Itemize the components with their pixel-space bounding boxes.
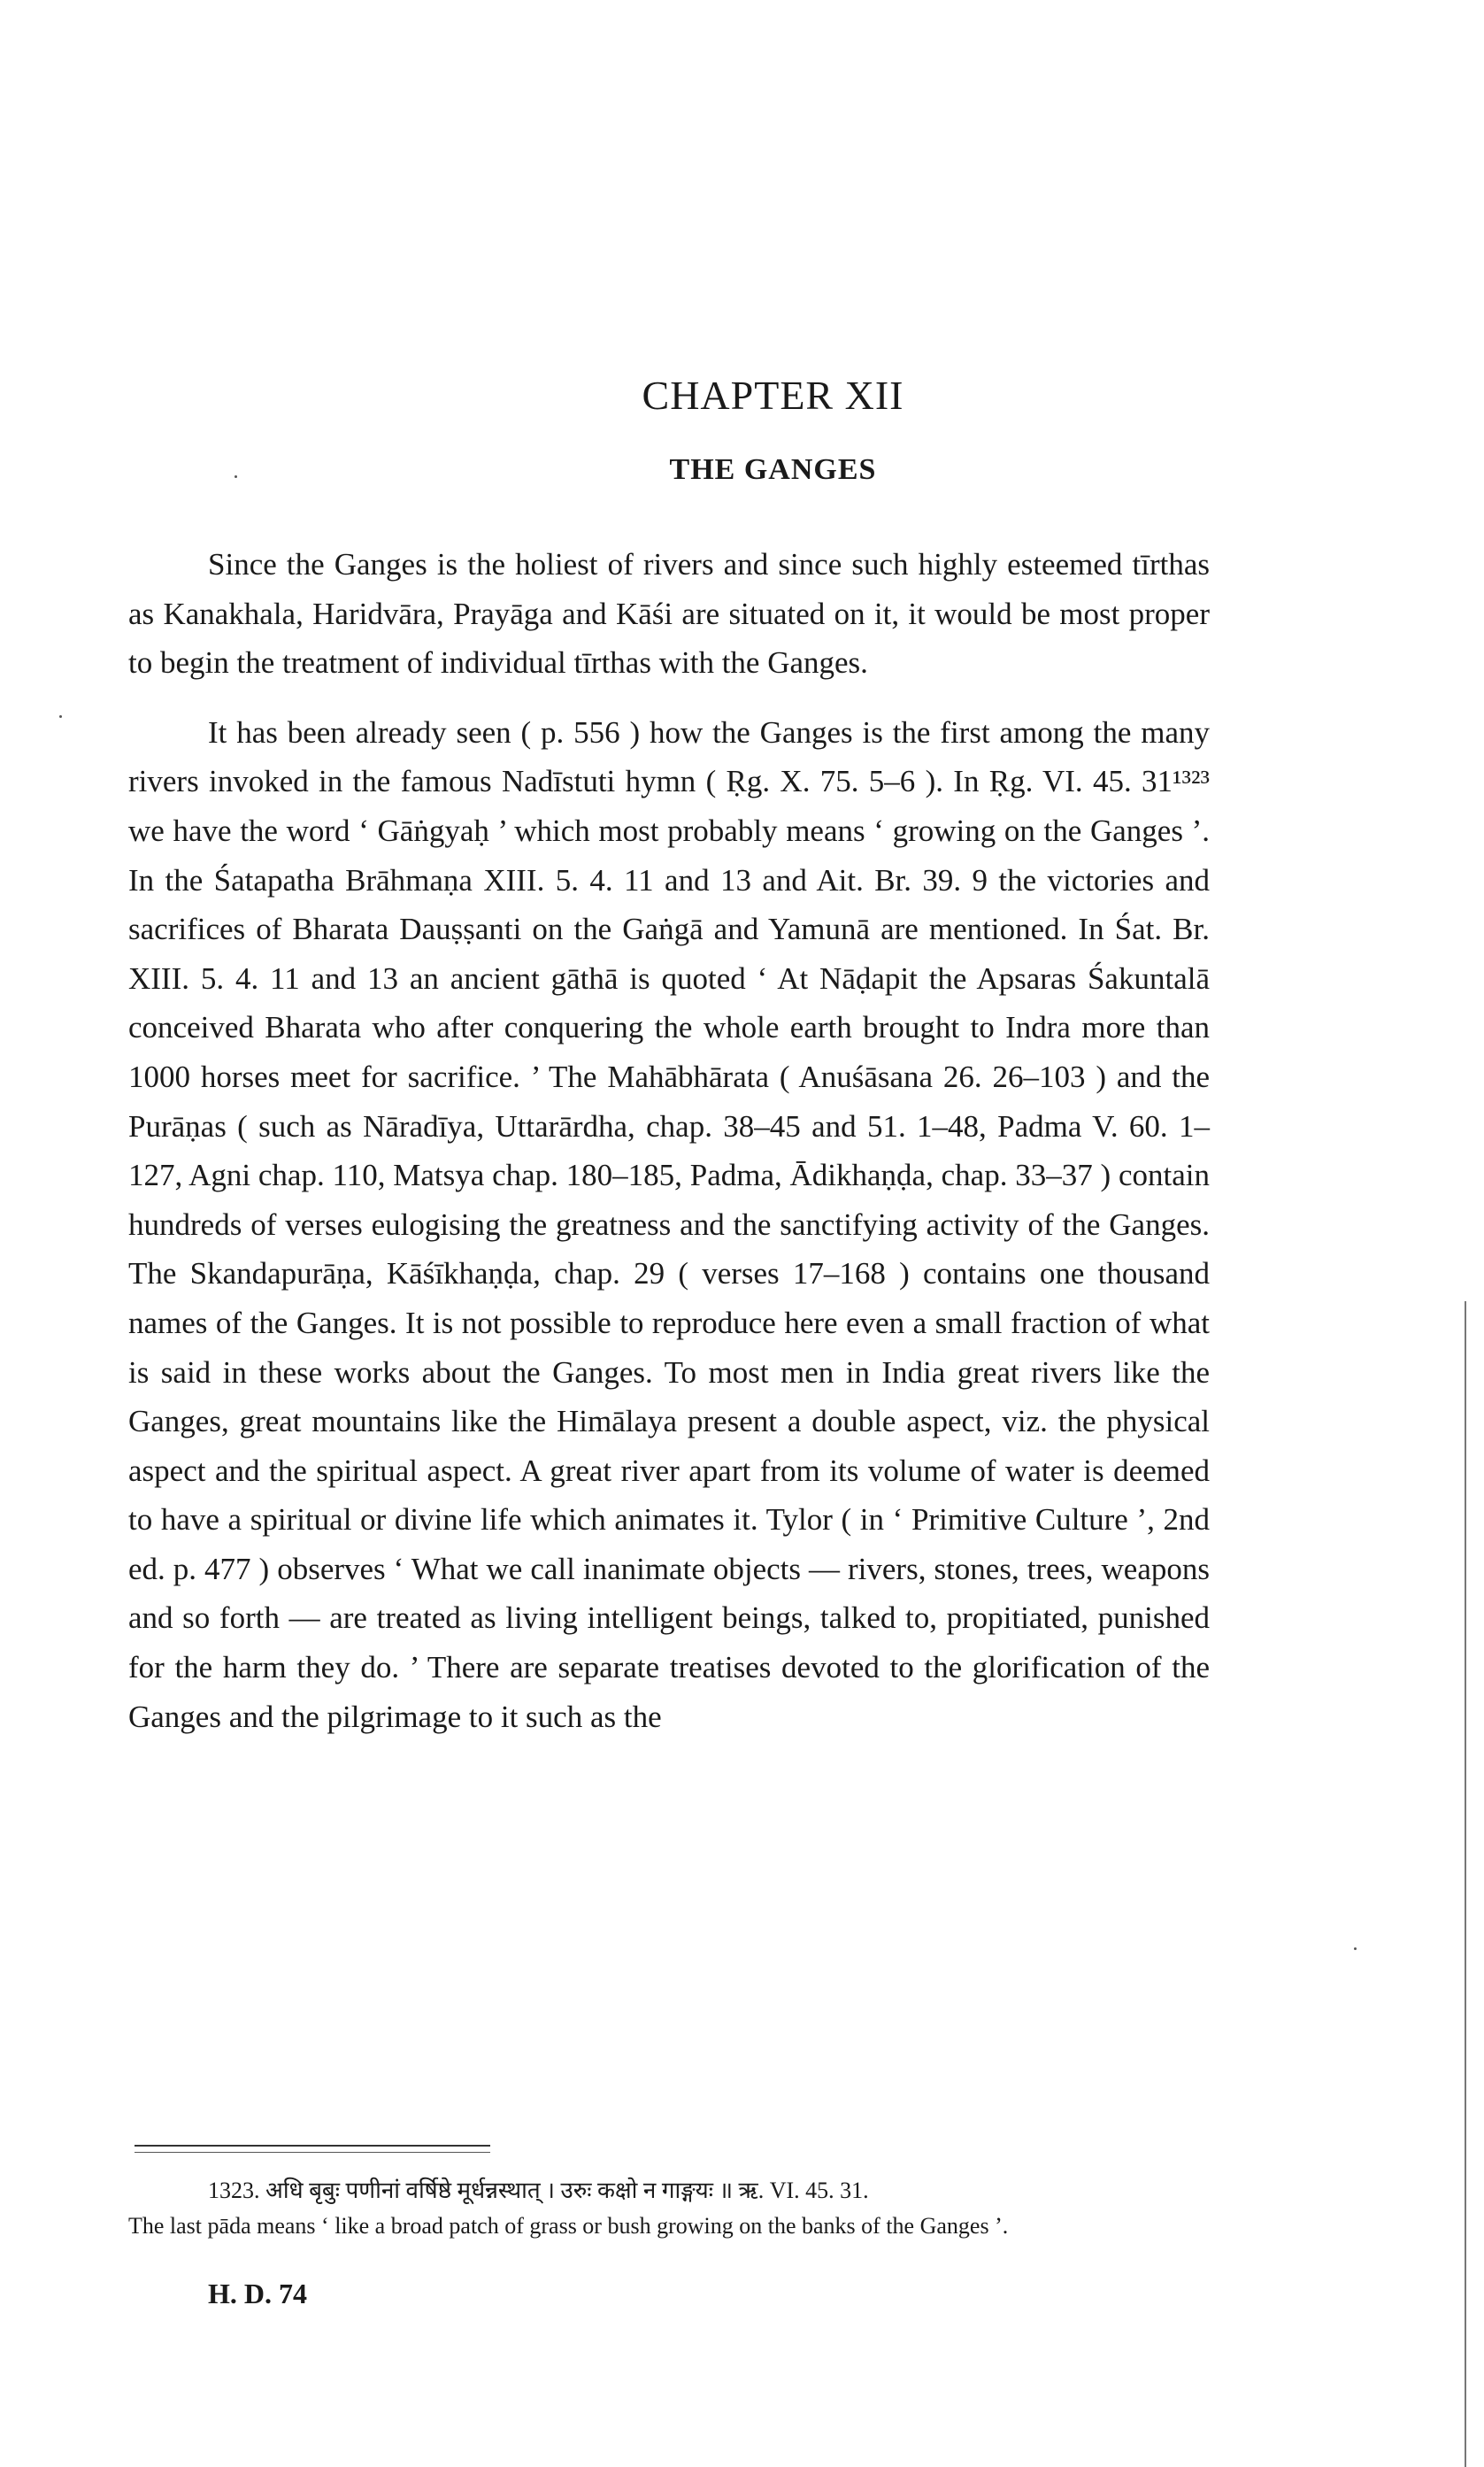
scan-speck (1354, 1947, 1357, 1950)
footnote-explanation: The last pāda means ‘ like a broad patch of grass or bush growing on the banks of the Ganges ’. (128, 2213, 1009, 2239)
chapter-title: THE GANGES (669, 453, 877, 486)
footnote-verse: 1323. अधि बृबुः पणीनां वर्षिष्ठे मूर्धन्नस्थात् । उरुः कक्षो न गाङ्गयः ॥ ऋ. VI. 45. 31. (208, 2178, 869, 2203)
scan-edge-line (1465, 1301, 1466, 2467)
page-signature: H. D. 74 (208, 2278, 307, 2309)
paragraph-2: It has been already seen ( p. 556 ) how the Ganges is the first among the many rivers invoked in the famous Nadīstuti hymn ( Ṛg. X. 75. 5–6 ). In Ṛg. VI. 45. 31¹³²³ we have the word ‘ Gāṅgyaḥ ’ which most probably means ‘ growing on the Ganges ’. In the Śatapatha Brāhmaṇa XIII. 5. 4. 11 and 13 and Ait. Br. 39. 9 the victories and sacrifices of Bharata Dauṣṣanti on the Gaṅgā and Yamunā are mentioned. In Śat. Br. XIII. 5. 4. 11 and 13 an ancient gāthā is quoted ‘ At Nāḍapit the Apsaras Śakuntalā conceived Bharata who after conquering the whole earth brought to Indra more than 1000 horses meet for sacrifice. ’ The Mahābhārata ( Anuśāsana 26. 26–103 ) and the Purāṇas ( such as Nāradīya, Uttarārdha, chap. 38–45 and 51. 1–48, Padma V. 60. 1–127, Agni chap. 110, Matsya chap. 180–185, Padma, Ādikhaṇḍa, chap. 33–37 ) contain hundreds of verses eulogising the greatness and the sanctifying activity of the Ganges. The Skandapurāṇa, Kāśīkhaṇḍa, chap. 29 ( verses 17–168 ) contains one thousand names of the Ganges. It is not possible to reproduce here even a small fraction of what is said in these works about the Ganges. To most men in India great rivers like the Ganges, great mountains like the Himālaya present a double aspect, viz. the physical aspect and the spiritual aspect. A great river apart from its volume of water is deemed to have a spiritual or divine life which animates it. Tylor ( in ‘ Primitive Culture ’, 2nd ed. p. 477 ) observes ‘ What we call inanimate objects — rivers, stones, trees, weapons and so forth — are treated as living intelligent beings, talked to, propitiated, punished for the harm they do. ’ There are separate treatises devoted to the glorification of the Ganges and the pilgrimage to it such as the (128, 714, 1210, 1734)
scan-speck (235, 475, 237, 478)
chapter-heading: CHAPTER XII (642, 373, 904, 418)
scan-speck (59, 715, 62, 718)
footnote-rule (135, 2145, 490, 2153)
footnote (128, 2173, 1210, 2244)
body-text (128, 540, 1210, 1741)
paragraph-1: Since the Ganges is the holiest of rivers and since such highly esteemed tīrthas as Kanakhala, Haridvāra, Prayāga and Kāśi are situated on it, it would be most proper to begin the treatment of individual tīrthas with the Ganges. (128, 547, 1210, 681)
